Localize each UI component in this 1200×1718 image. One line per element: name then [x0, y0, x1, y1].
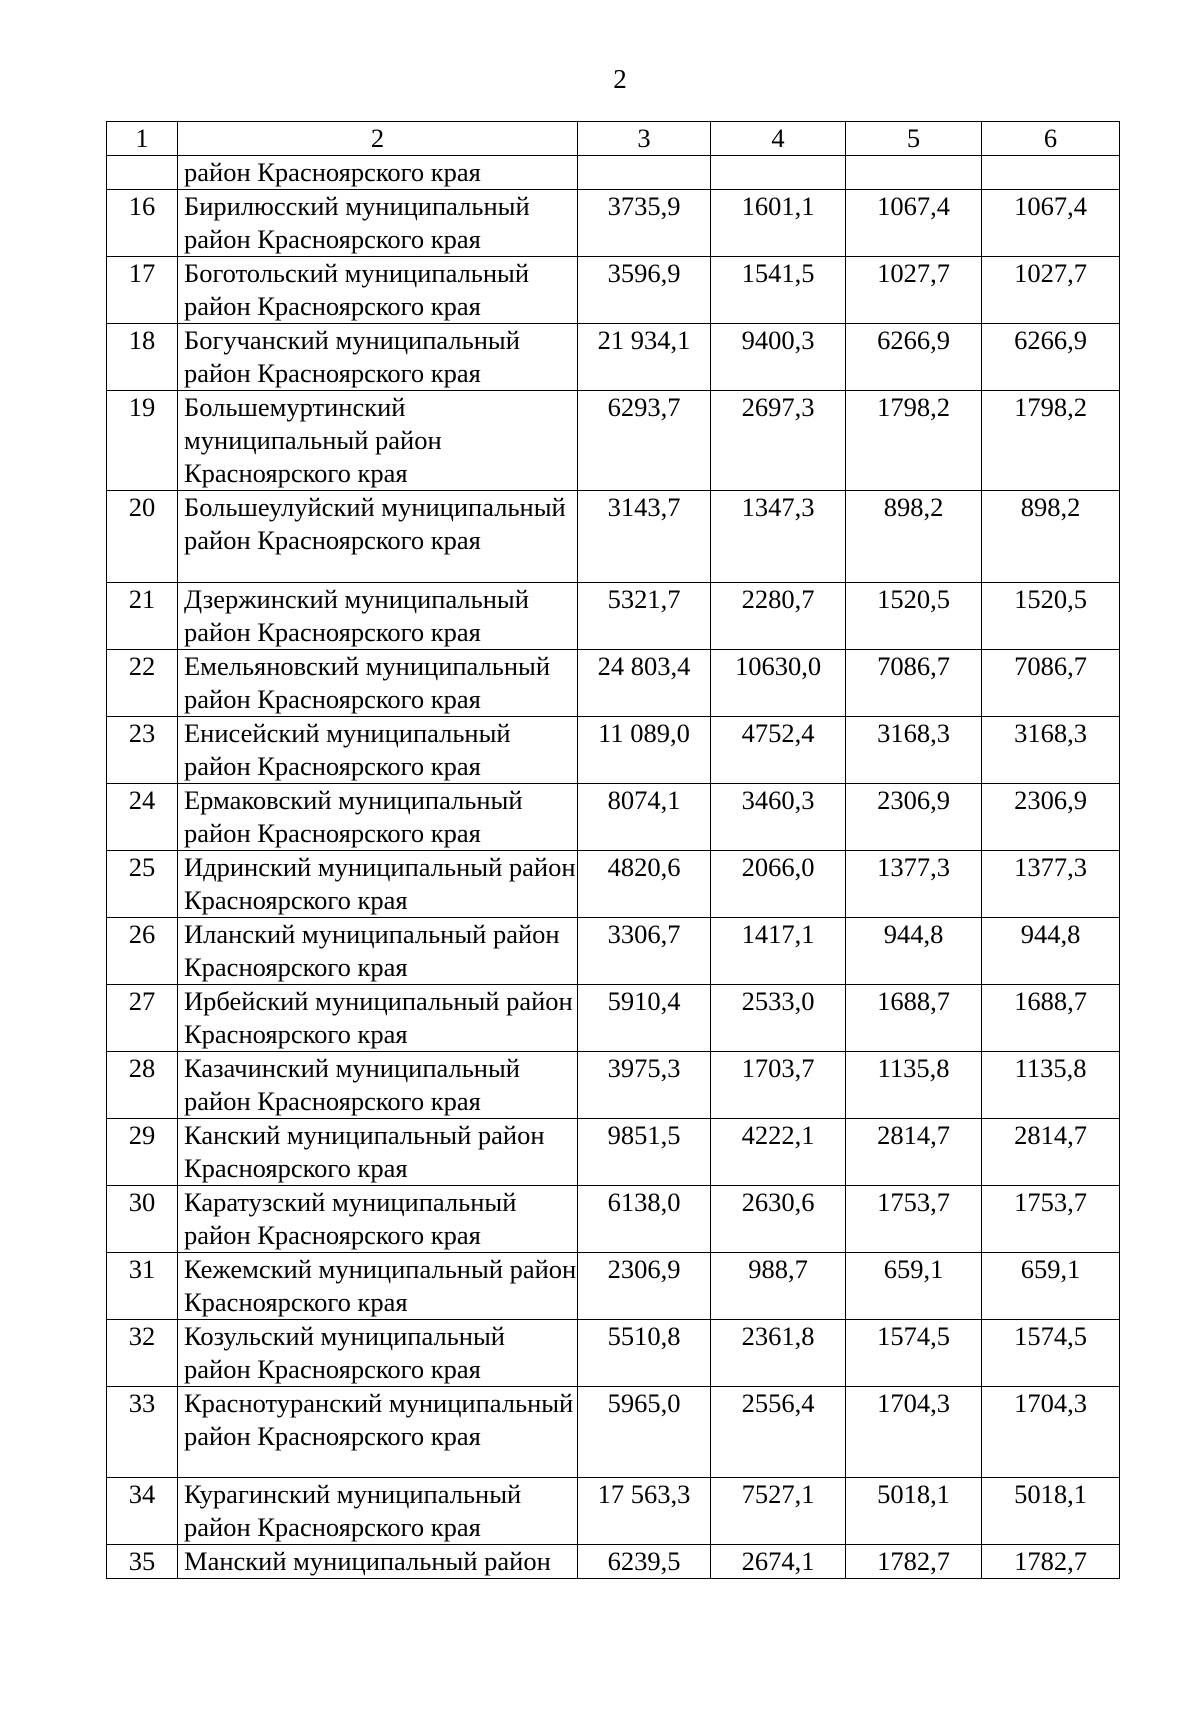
value-col-6-cell: 1027,7	[982, 257, 1120, 324]
value-col-6-cell: 1688,7	[982, 984, 1120, 1051]
table-row	[107, 1118, 1120, 1185]
value-col-5-cell: 898,2	[846, 491, 982, 583]
value-col-4-cell: 2533,0	[711, 984, 846, 1051]
value-col-5-cell: 1067,4	[846, 190, 982, 257]
value-col-6-cell: 1520,5	[982, 582, 1120, 649]
district-name-cell: Иланский муниципальный район Красноярского края	[178, 917, 578, 984]
value-col-6-cell: 6266,9	[982, 324, 1120, 391]
value-col-5-cell: 3168,3	[846, 716, 982, 783]
value-col-6-cell	[982, 156, 1120, 190]
table-row	[107, 1051, 1120, 1118]
value-col-3-cell: 21 934,1	[578, 324, 711, 391]
district-name-cell: Курагинский муниципальный район Красноярского края	[178, 1478, 578, 1545]
value-col-3-cell: 3143,7	[578, 491, 711, 583]
value-col-3-cell: 3975,3	[578, 1051, 711, 1118]
value-col-5-cell: 1782,7	[846, 1545, 982, 1579]
page-number: 2	[613, 64, 627, 94]
value-col-3-cell: 5965,0	[578, 1386, 711, 1478]
table-row	[107, 190, 1120, 257]
table-row	[107, 649, 1120, 716]
value-col-3-cell: 5321,7	[578, 582, 711, 649]
table-row	[107, 984, 1120, 1051]
value-col-3-cell: 6138,0	[578, 1185, 711, 1252]
row-number-cell: 18	[107, 324, 178, 391]
district-name-cell: Богучанский муниципальный район Красноярского края	[178, 324, 578, 391]
value-col-5-cell: 1377,3	[846, 850, 982, 917]
row-number-cell: 33	[107, 1386, 178, 1478]
value-col-3-cell: 3306,7	[578, 917, 711, 984]
value-col-4-cell: 2280,7	[711, 582, 846, 649]
value-col-3-cell: 5910,4	[578, 984, 711, 1051]
value-col-5-cell: 1753,7	[846, 1185, 982, 1252]
table-row	[107, 1478, 1120, 1545]
table-row	[107, 1252, 1120, 1319]
value-col-6-cell: 7086,7	[982, 649, 1120, 716]
value-col-6-cell: 1798,2	[982, 391, 1120, 491]
district-name-cell: Емельяновский муниципальный район Красноярского края	[178, 649, 578, 716]
value-col-4-cell: 3460,3	[711, 783, 846, 850]
district-name-cell: Большемуртинский муниципальный район Красноярского края	[178, 391, 578, 491]
value-col-4-cell: 1703,7	[711, 1051, 846, 1118]
column-header-3: 3	[578, 122, 711, 156]
district-name-cell: Козульский муниципальный район Красноярского края	[178, 1319, 578, 1386]
district-name-cell: Краснотуранский муниципальный район Красноярского края	[178, 1386, 578, 1478]
value-col-6-cell: 1782,7	[982, 1545, 1120, 1579]
row-number-cell: 20	[107, 491, 178, 583]
value-col-6-cell: 1135,8	[982, 1051, 1120, 1118]
table-row	[107, 1185, 1120, 1252]
value-col-6-cell: 1753,7	[982, 1185, 1120, 1252]
table-row	[107, 156, 1120, 190]
value-col-5-cell: 1135,8	[846, 1051, 982, 1118]
district-name-cell: Большеулуйский муниципальный район Красноярского края	[178, 491, 578, 583]
value-col-6-cell: 659,1	[982, 1252, 1120, 1319]
value-col-5-cell: 2306,9	[846, 783, 982, 850]
table-row	[107, 1545, 1120, 1579]
column-header-2: 2	[178, 122, 578, 156]
row-number-cell: 25	[107, 850, 178, 917]
value-col-4-cell: 988,7	[711, 1252, 846, 1319]
value-col-6-cell: 944,8	[982, 917, 1120, 984]
row-number-cell: 34	[107, 1478, 178, 1545]
table-row	[107, 783, 1120, 850]
value-col-4-cell: 1601,1	[711, 190, 846, 257]
value-col-5-cell: 659,1	[846, 1252, 982, 1319]
value-col-5-cell: 1027,7	[846, 257, 982, 324]
row-number-cell: 21	[107, 582, 178, 649]
row-number-cell: 28	[107, 1051, 178, 1118]
value-col-4-cell: 9400,3	[711, 324, 846, 391]
table-row	[107, 716, 1120, 783]
district-name-cell: Манский муниципальный район	[178, 1545, 578, 1579]
value-col-4-cell: 4752,4	[711, 716, 846, 783]
row-number-cell: 23	[107, 716, 178, 783]
data-table	[106, 121, 1120, 1579]
column-header-4: 4	[711, 122, 846, 156]
district-name-cell: Канский муниципальный район Красноярского края	[178, 1118, 578, 1185]
value-col-4-cell	[711, 156, 846, 190]
value-col-3-cell: 8074,1	[578, 783, 711, 850]
row-number-cell	[107, 156, 178, 190]
value-col-5-cell: 1574,5	[846, 1319, 982, 1386]
value-col-3-cell: 3735,9	[578, 190, 711, 257]
value-col-3-cell: 6239,5	[578, 1545, 711, 1579]
value-col-3-cell: 17 563,3	[578, 1478, 711, 1545]
district-name-cell: Кежемский муниципальный район Красноярского края	[178, 1252, 578, 1319]
column-header-6: 6	[982, 122, 1120, 156]
row-number-cell: 19	[107, 391, 178, 491]
district-name-cell: Ирбейский муниципальный район Красноярского края	[178, 984, 578, 1051]
value-col-4-cell: 4222,1	[711, 1118, 846, 1185]
value-col-3-cell: 24 803,4	[578, 649, 711, 716]
value-col-5-cell: 1688,7	[846, 984, 982, 1051]
value-col-5-cell: 2814,7	[846, 1118, 982, 1185]
table-row	[107, 324, 1120, 391]
district-name-cell: Енисейский муниципальный район Красноярского края	[178, 716, 578, 783]
table-row	[107, 257, 1120, 324]
table-row	[107, 1319, 1120, 1386]
table-row	[107, 1386, 1120, 1478]
value-col-3-cell: 6293,7	[578, 391, 711, 491]
value-col-6-cell: 3168,3	[982, 716, 1120, 783]
value-col-6-cell: 5018,1	[982, 1478, 1120, 1545]
district-name-cell: район Красноярского края	[178, 156, 578, 190]
district-name-cell: Дзержинский муниципальный район Красноярского края	[178, 582, 578, 649]
row-number-cell: 35	[107, 1545, 178, 1579]
table-row	[107, 582, 1120, 649]
row-number-cell: 31	[107, 1252, 178, 1319]
value-col-5-cell: 1798,2	[846, 391, 982, 491]
value-col-4-cell: 2674,1	[711, 1545, 846, 1579]
value-col-3-cell: 11 089,0	[578, 716, 711, 783]
table-body	[107, 122, 1120, 1579]
table-row	[107, 391, 1120, 491]
value-col-4-cell: 2361,8	[711, 1319, 846, 1386]
value-col-5-cell: 6266,9	[846, 324, 982, 391]
value-col-5-cell: 944,8	[846, 917, 982, 984]
district-name-cell: Идринский муниципальный район Красноярского края	[178, 850, 578, 917]
value-col-3-cell: 4820,6	[578, 850, 711, 917]
value-col-6-cell: 898,2	[982, 491, 1120, 583]
value-col-6-cell: 1574,5	[982, 1319, 1120, 1386]
value-col-4-cell: 7527,1	[711, 1478, 846, 1545]
value-col-5-cell: 5018,1	[846, 1478, 982, 1545]
value-col-3-cell: 5510,8	[578, 1319, 711, 1386]
value-col-6-cell: 2306,9	[982, 783, 1120, 850]
row-number-cell: 32	[107, 1319, 178, 1386]
value-col-3-cell	[578, 156, 711, 190]
district-name-cell: Бирилюсский муниципальный район Красноярского края	[178, 190, 578, 257]
value-col-3-cell: 2306,9	[578, 1252, 711, 1319]
value-col-6-cell: 1704,3	[982, 1386, 1120, 1478]
row-number-cell: 24	[107, 783, 178, 850]
value-col-5-cell	[846, 156, 982, 190]
district-name-cell: Казачинский муниципальный район Красноярского края	[178, 1051, 578, 1118]
value-col-6-cell: 2814,7	[982, 1118, 1120, 1185]
table-row	[107, 491, 1120, 583]
value-col-6-cell: 1067,4	[982, 190, 1120, 257]
value-col-4-cell: 1417,1	[711, 917, 846, 984]
district-name-cell: Боготольский муниципальный район Красноярского края	[178, 257, 578, 324]
table-row	[107, 850, 1120, 917]
table-header-row	[107, 122, 1120, 156]
row-number-cell: 22	[107, 649, 178, 716]
column-header-5: 5	[846, 122, 982, 156]
value-col-6-cell: 1377,3	[982, 850, 1120, 917]
row-number-cell: 16	[107, 190, 178, 257]
row-number-cell: 26	[107, 917, 178, 984]
district-name-cell: Ермаковский муниципальный район Красноярского края	[178, 783, 578, 850]
row-number-cell: 29	[107, 1118, 178, 1185]
value-col-3-cell: 3596,9	[578, 257, 711, 324]
district-name-cell: Каратузский муниципальный район Красноярского края	[178, 1185, 578, 1252]
value-col-5-cell: 1704,3	[846, 1386, 982, 1478]
value-col-5-cell: 7086,7	[846, 649, 982, 716]
value-col-4-cell: 1541,5	[711, 257, 846, 324]
row-number-cell: 30	[107, 1185, 178, 1252]
value-col-4-cell: 10630,0	[711, 649, 846, 716]
table-row	[107, 917, 1120, 984]
value-col-4-cell: 1347,3	[711, 491, 846, 583]
row-number-cell: 27	[107, 984, 178, 1051]
value-col-4-cell: 2066,0	[711, 850, 846, 917]
value-col-4-cell: 2556,4	[711, 1386, 846, 1478]
row-number-cell: 17	[107, 257, 178, 324]
value-col-5-cell: 1520,5	[846, 582, 982, 649]
value-col-4-cell: 2697,3	[711, 391, 846, 491]
value-col-4-cell: 2630,6	[711, 1185, 846, 1252]
column-header-1: 1	[107, 122, 178, 156]
value-col-3-cell: 9851,5	[578, 1118, 711, 1185]
